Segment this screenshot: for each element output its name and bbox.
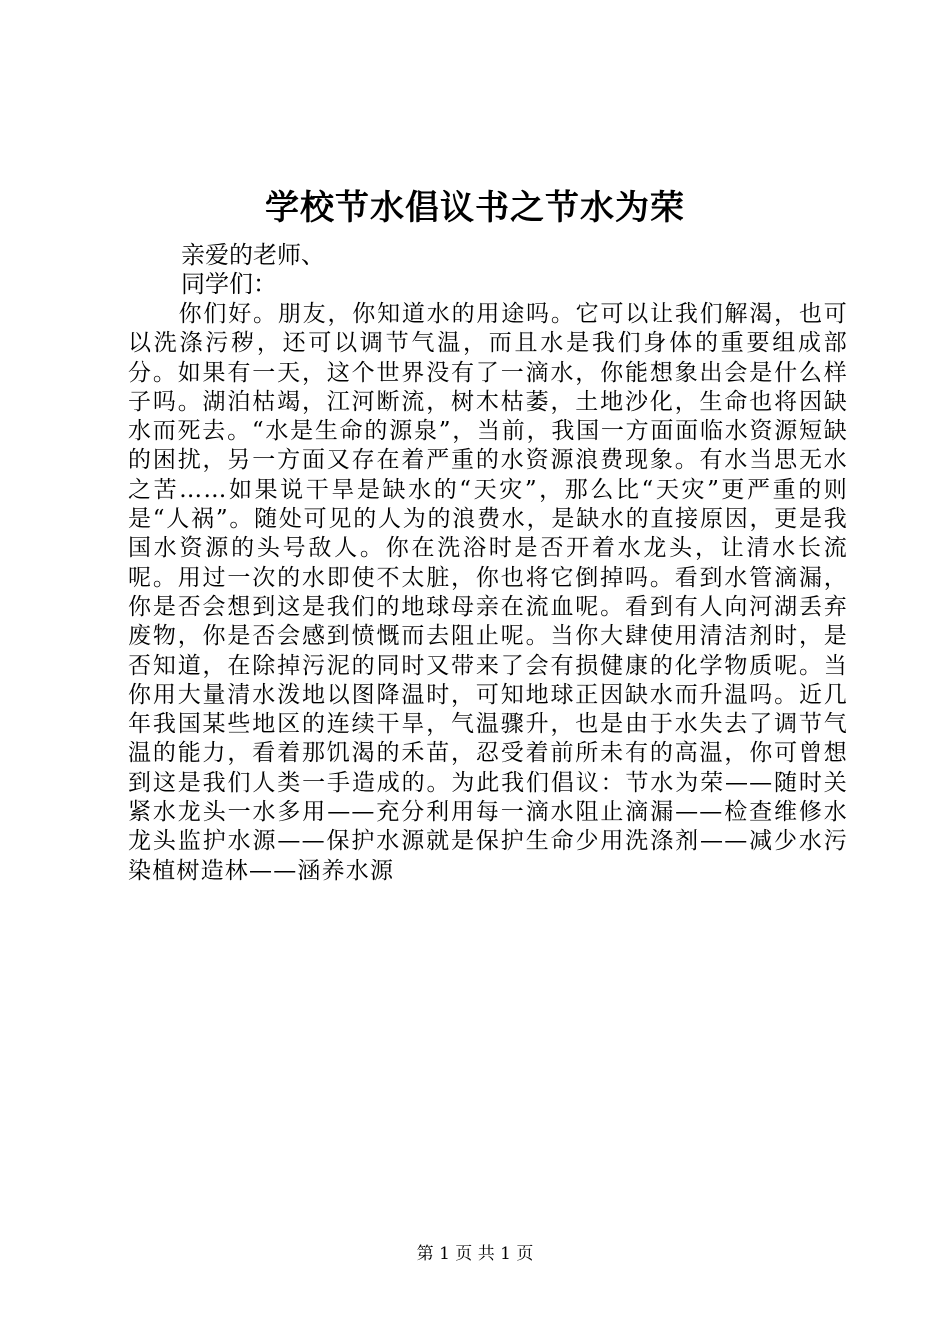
- salutation-line-1: 亲爱的老师、: [181, 241, 325, 269]
- page-footer: 第 1 页 共 1 页: [416, 1244, 534, 1264]
- salutation-line-2: 同学们：: [181, 270, 277, 298]
- body-paragraph: 你们好。朋友，你知道水的用途吗。它可以让我们解渴，也可以洗涤污秽，还可以调节气温，而且水是我们身体的重要组成部分。如果有一天，这个世界没有了一滴水，你能想象出会是什么样子吗。湖泊枯竭，江河断流，树木枯萎，土地沙化，生命也将因缺水而死去。“水是生命的源泉”，当前，我国一方面面临水资源短缺的困扰，另一方面又存在着严重的水资源浪费现象。有水当思无水之苦……如果说干旱是缺水的“天灾”，那么比“天灾”更严重的则是“人祸”。随处可见的人为的浪费水，是缺水的直接原因，更是我国水资源的头号敌人。你在洗浴时是否开着水龙头，让清水长流呢。用过一次的水即使不太脏，你也将它倒掉吗。看到水管滴漏，你是否会想到这是我们的地球母亲在流血呢。看到有人向河湖丢弃废物，你是否会感到愤慨而去阻止呢。当你大肆使用清洁剂时，是否知道，在除掉污泥的同时又带来了会有损健康的化学物质呢。当你用大量清水泼地以图降温时，可知地球正因缺水而升温吗。近几年我国某些地区的连续干旱，气温骤升，也是由于水失去了调节气温的能力，看着那饥渴的禾苗，忍受着前所未有的高温，你可曾想到这是我们人类一手造成的。为此我们倡议：节水为荣——随时关紧水龙头一水多用——充分利用每一滴水阻止滴漏——检查维修水龙头监护水源——保护水源就是保护生命少用洗涤剂——减少水污染植树造林——涵养水源: [128, 301, 848, 884]
- document-title: 学校节水倡议书之节水为荣: [265, 188, 685, 228]
